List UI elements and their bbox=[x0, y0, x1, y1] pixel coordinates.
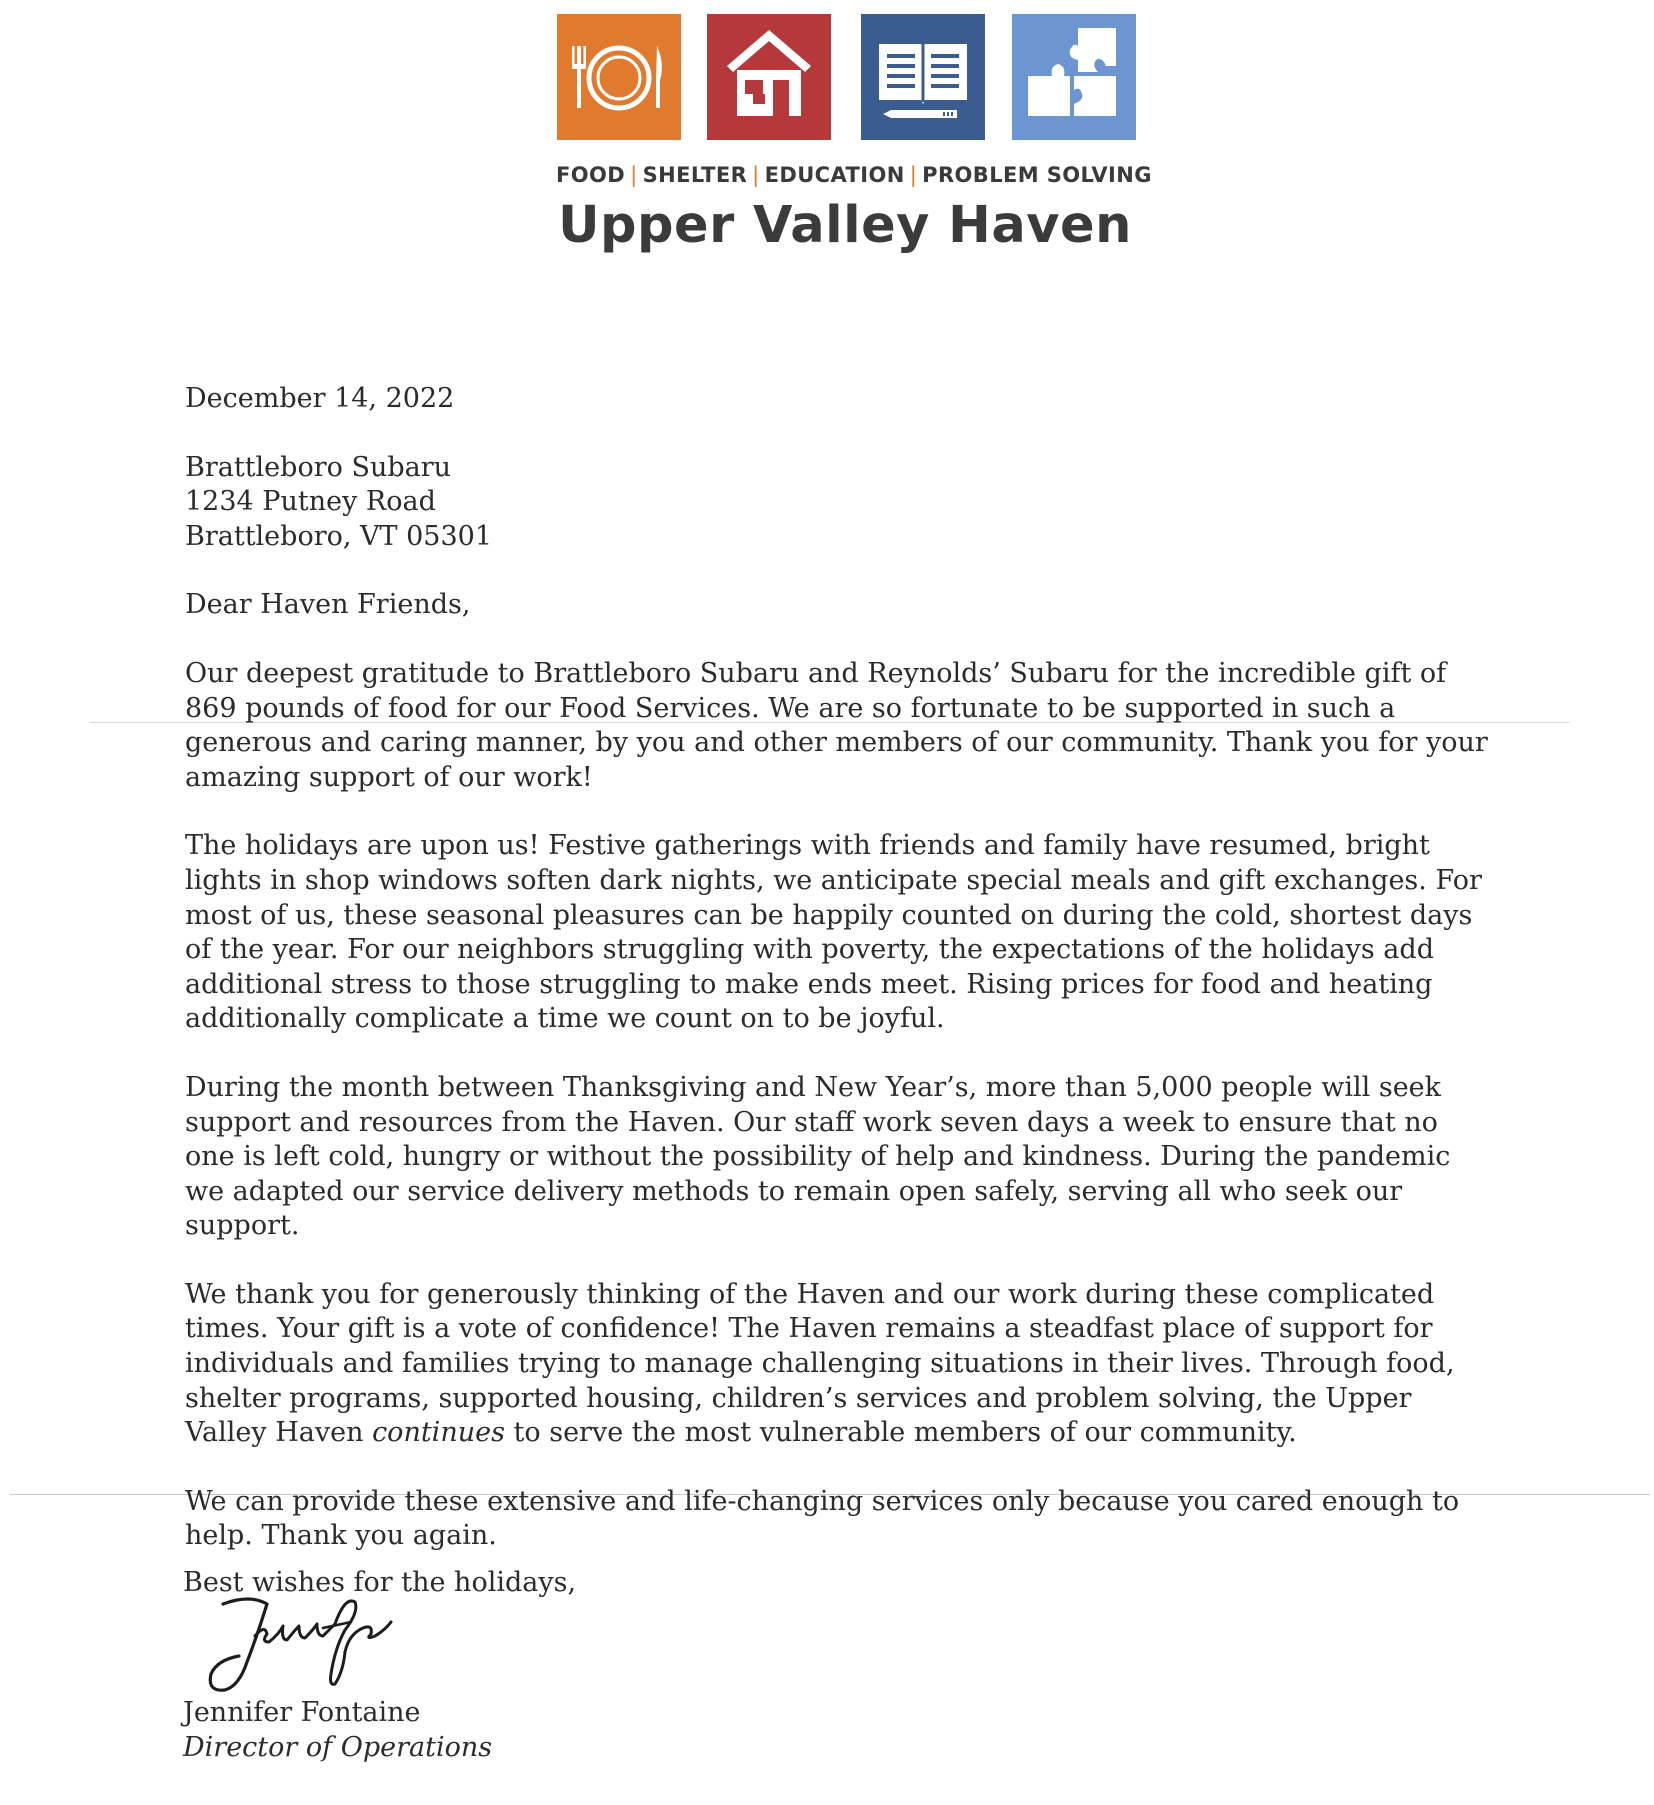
letterhead-tagline bbox=[556, 163, 1152, 187]
recipient-address bbox=[185, 451, 1495, 555]
paragraph-thanks bbox=[185, 1278, 1495, 1451]
house-icon bbox=[707, 14, 831, 140]
tagline-shelter: SHELTER bbox=[642, 163, 748, 187]
tagline-education: EDUCATION bbox=[764, 163, 905, 187]
tagline-problem-solving: PROBLEM SOLVING bbox=[922, 163, 1152, 187]
salutation: Dear Haven Friends, bbox=[185, 589, 471, 621]
puzzle-icon bbox=[1012, 14, 1136, 140]
paragraph-closing: We can provide these extensive and life-changing services only because you cared enough to help. Thank you again. bbox=[185, 1485, 1460, 1552]
recipient-name: Brattleboro Subaru bbox=[185, 451, 452, 483]
tagline-separator: | bbox=[630, 163, 638, 187]
closing-line: Best wishes for the holidays, bbox=[183, 1567, 577, 1598]
recipient-street: 1234 Putney Road bbox=[185, 486, 436, 518]
signer-title: Director of Operations bbox=[183, 1731, 493, 1763]
paragraph-services: During the month between Thanksgiving and New Year’s, more than 5,000 people will seek support and resources from the Haven. Our staff work seven days a week to ensure that no one is left cold, hungry or without the possibility of help and kindness. During the pandemic we adapted our service delivery methods to remain open safely, serving all who seek our support. bbox=[185, 1071, 1451, 1242]
tagline-separator: | bbox=[752, 163, 760, 187]
paragraph-thanks-text-end: to serve the most vulnerable members of our community. bbox=[504, 1417, 1297, 1449]
organization-name: Upper Valley Haven bbox=[558, 196, 1132, 255]
signer-name: Jennifer Fontaine bbox=[183, 1697, 421, 1728]
signer-block bbox=[183, 1696, 492, 1765]
paragraph-gratitude: Our deepest gratitude to Brattleboro Subaru and Reynolds’ Subaru for the incredible gift of 869 pounds of food for our Food Services. We are so fortunate to be supported in such a generous and caring manner, by you and other members of our community. Thank you for your amazing support of our work! bbox=[185, 657, 1488, 793]
letterhead-logo-row bbox=[557, 14, 1136, 140]
paragraph-thanks-emphasis: continues bbox=[372, 1417, 505, 1449]
paragraph-thanks-text: We thank you for generously thinking of the Haven and our work during these complicated times. Your gift is a vote of confidence! The Haven remains a steadfast place of support for individuals and families trying to manage challenging situations in their lives. Through food, shelter programs, supported housing, children’s services and problem solving, the Upper Valley Haven bbox=[185, 1278, 1455, 1449]
letter-body bbox=[185, 382, 1495, 1588]
paragraph-holidays: The holidays are upon us! Festive gatherings with friends and family have resumed, bright lights in shop windows soften dark nights, we anticipate special meals and gift exchanges. For most of us, these seasonal pleasures can be happily counted on during the cold, shortest days of the year. For our neighbors struggling with poverty, the expectations of the holidays add additional stress to those struggling to make ends meet. Rising prices for food and heating additionally complicate a time we count on to be joyful. bbox=[185, 830, 1482, 1035]
letter-date: December 14, 2022 bbox=[185, 383, 455, 414]
book-icon bbox=[861, 14, 985, 140]
recipient-city: Brattleboro, VT 05301 bbox=[185, 520, 493, 552]
plate-icon bbox=[557, 14, 681, 140]
tagline-separator: | bbox=[909, 163, 918, 187]
tagline-food: FOOD bbox=[556, 163, 626, 187]
handwritten-signature bbox=[195, 1590, 415, 1700]
